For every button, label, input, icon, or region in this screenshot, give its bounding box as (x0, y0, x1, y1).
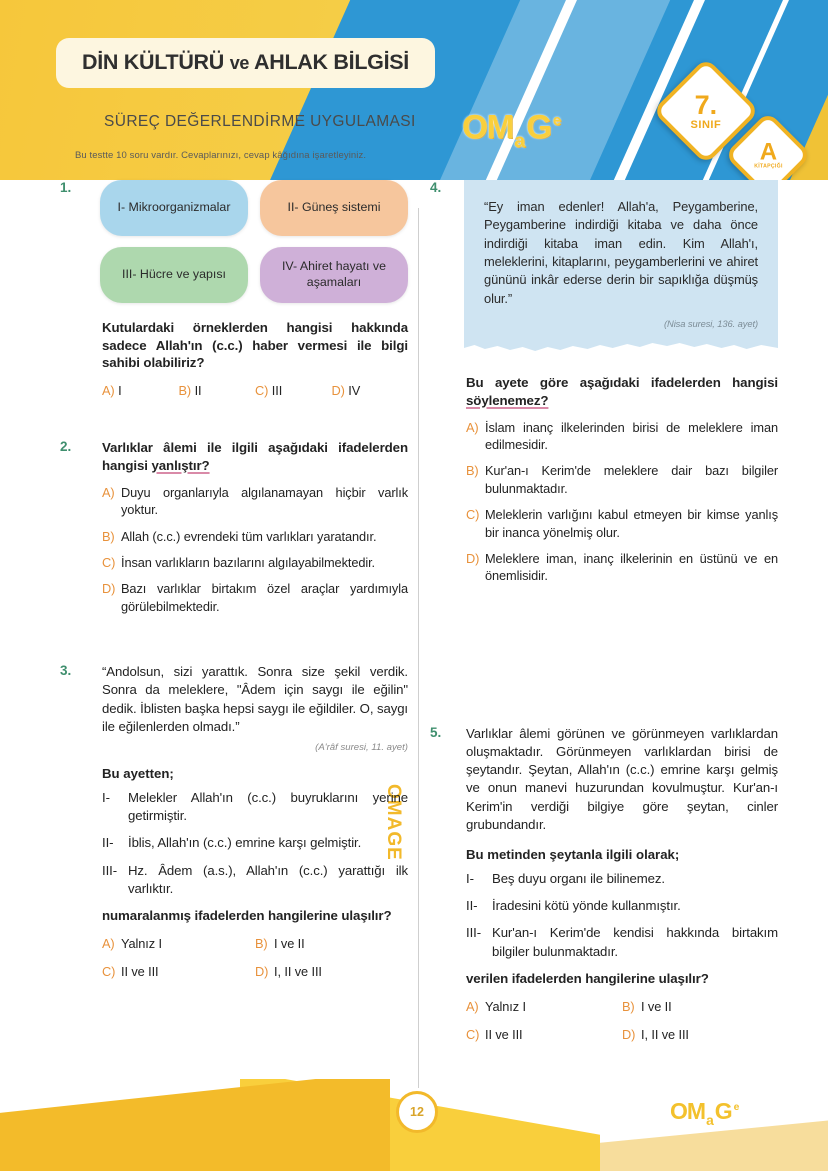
exam-subtitle: SÜREÇ DEĞERLENDİRME UYGULAMASI (104, 113, 416, 130)
question-4-verse-citation: (Nisa suresi, 136. ayet) (664, 317, 758, 329)
omage-watermark: OMAGE (383, 784, 404, 861)
option-letter: B) (178, 383, 192, 399)
option-text: İslam inanç ilkelerinden birisi de meleklere iman edilmesidir. (485, 419, 778, 452)
question-4-option-d[interactable] (466, 550, 778, 585)
question-1-box-group (100, 180, 408, 303)
option-text: I ve II (274, 935, 305, 951)
logo-g-text: G (714, 1098, 733, 1124)
question-5 (430, 725, 778, 1044)
list-item (102, 834, 408, 852)
question-2-stem-negative: yanlıştır? (151, 458, 210, 474)
option-letter: C) (466, 1026, 480, 1042)
question-1 (60, 180, 408, 399)
question-4-options (466, 419, 778, 585)
question-5-option-a[interactable] (466, 998, 622, 1015)
footer-shape-dark (0, 1079, 390, 1171)
question-3 (60, 663, 408, 980)
question-1-stem: Kutulardaki örneklerden hangisi hakkında sadece Allah'ın (c.c.) haber vermesi ile bilgi sahibi olabiliriz? (102, 320, 408, 371)
option-letter: A) (466, 419, 479, 435)
left-column (60, 180, 408, 1003)
question-5-item-list (466, 870, 778, 961)
question-1-options (102, 382, 408, 399)
question-2-option-a[interactable] (102, 484, 408, 519)
item-text: Hz. Âdem (a.s.), Allah'ın (c.c.) yarattığı ilk varlıktır. (128, 862, 408, 896)
question-5-option-c[interactable] (466, 1026, 622, 1043)
booklet-label: KİTAPÇIĞI (753, 163, 783, 170)
item-text: Melekler Allah'ın (c.c.) buyruklarını yerine getirmiştir. (128, 789, 408, 824)
subject-title-main: DİN KÜLTÜRÜ (82, 50, 225, 74)
subject-title-box (56, 38, 435, 88)
question-4-number: 4. (430, 180, 442, 195)
page-header (0, 0, 828, 180)
option-letter: A) (102, 935, 115, 951)
list-item (102, 789, 408, 825)
question-5-option-d[interactable] (622, 1026, 778, 1043)
option-letter: D) (331, 383, 345, 399)
question-2-option-b[interactable] (102, 528, 408, 545)
item-text: İblis, Allah'ın (c.c.) emrine karşı gelmiştir. (128, 835, 362, 851)
option-letter: D) (255, 964, 269, 980)
item-number: II- (466, 898, 478, 914)
option-letter: B) (622, 998, 635, 1014)
question-4-stem-negative: söylenemez? (466, 392, 549, 408)
question-5-number: 5. (430, 724, 442, 740)
option-text: I (118, 383, 122, 399)
option-letter: C) (255, 383, 269, 399)
question-3-option-a[interactable] (102, 935, 255, 952)
question-5-lead: Bu metinden şeytanla ilgili olarak; (466, 847, 680, 862)
question-2-options (102, 484, 408, 615)
question-2-stem (102, 439, 408, 474)
concept-box-3: III- Hücre ve yapısı (100, 247, 248, 303)
question-1-option-c[interactable] (255, 382, 332, 399)
logo-e-text: e (552, 113, 562, 130)
question-3-option-b[interactable] (255, 935, 408, 952)
item-number: I- (102, 789, 110, 805)
question-3-item-list (102, 789, 408, 898)
question-4-verse-text: “Ey iman edenler! Allah'a, Peygamberine, Peygamberine indirdiği kitaba ve daha önce indirdiği kitaba iman edin. Kim Allah'ı, meleklerini, kitaplarını, peygamberlerini ve ahiret gününü inkâr ederse derin bir sapıklığa düşmüş olur.” (484, 199, 758, 306)
list-item (466, 870, 778, 888)
concept-box-1: I- Mikroorganizmalar (100, 180, 248, 236)
question-4-option-a[interactable] (466, 419, 778, 454)
item-text: Kur'an-ı Kerim'de kendisi hakkında birtakım bilgiler bulunmaktadır. (492, 925, 778, 959)
page-number-badge: 12 (396, 1091, 438, 1133)
question-3-option-d[interactable] (255, 963, 408, 980)
question-4-verse-text-block (464, 180, 778, 356)
question-4 (430, 180, 778, 585)
option-text: II (194, 383, 202, 399)
question-5-options (466, 998, 778, 1044)
question-4-verse-card (464, 180, 778, 356)
option-text: II ve III (121, 964, 159, 980)
question-3-option-c[interactable] (102, 963, 255, 980)
option-text: Meleklere iman, inanç ilkelerinin en üstünü ve en önemlisidir. (485, 550, 778, 584)
right-column (430, 180, 778, 1065)
question-5-passage: Varlıklar âlemi görünen ve görünmeyen varlıklardan oluşmaktadır. Görünmeyen varlıklardan birisi de şeytandır. Şeytan, Allah'ın (c.c.) emrine karşı gelmiş ve onun manevi huzurundan kovulmuştur. Kur'an-ı Kerim'in verdiği bilgiye göre şeytan, cinler grubundandır. (466, 725, 778, 832)
option-letter: D) (102, 581, 116, 597)
grade-number: 7. (694, 89, 718, 120)
grade-label: SINIF (690, 118, 722, 131)
question-3-number: 3. (60, 663, 72, 679)
option-letter: B) (466, 463, 479, 479)
question-5-option-b[interactable] (622, 998, 778, 1015)
question-3-lead: Bu ayetten; (102, 765, 174, 781)
booklet-letter: A (759, 138, 777, 166)
option-letter: A) (102, 383, 115, 399)
option-text: I ve II (641, 998, 672, 1014)
question-1-option-d[interactable] (332, 382, 409, 399)
question-2-option-c[interactable] (102, 554, 408, 571)
question-4-stem (466, 374, 778, 409)
option-text: I, II ve III (274, 964, 322, 980)
question-5-stem: verilen ifadelerden hangilerine ulaşılır? (466, 970, 709, 986)
option-text: Kur'an-ı Kerim'de meleklere dair bazı bilgiler bulunmaktadır. (485, 463, 778, 496)
question-1-option-b[interactable] (179, 382, 256, 399)
question-3-citation: (A'râf suresi, 11. ayet) (315, 741, 408, 753)
question-2-stem-text: Varlıklar âlemi ile ilgili aşağıdaki ifadelerden hangisi (102, 440, 408, 474)
option-letter: B) (255, 935, 268, 951)
item-number: III- (102, 862, 117, 878)
question-4-option-b[interactable] (466, 462, 778, 497)
option-text: İnsan varlıkların bazılarını algılayabilmektedir. (121, 554, 376, 570)
option-text: I, II ve III (641, 1026, 689, 1042)
option-letter: B) (102, 528, 115, 544)
logo-om-text: OM (670, 1098, 706, 1124)
question-1-number: 1. (60, 180, 72, 195)
option-letter: D) (466, 550, 480, 566)
list-item (102, 862, 408, 898)
option-text: Allah (c.c.) evrendeki tüm varlıkları yaratandır. (121, 528, 377, 544)
question-2 (60, 439, 408, 615)
subject-title-conjunction: ve (229, 53, 250, 73)
question-4-stem-text: Bu ayete göre aşağıdaki ifadelerden hangisi (466, 375, 778, 391)
option-text: IV (348, 383, 361, 399)
item-text: Beş duyu organı ile bilinemez. (492, 871, 665, 886)
column-divider (418, 208, 419, 1088)
option-text: Duyu organlarıyla algılanamayan hiçbir varlık yoktur. (121, 484, 408, 518)
concept-box-4: IV- Ahiret hayatı ve aşamaları (260, 247, 408, 303)
option-letter: C) (102, 964, 116, 980)
option-text: II ve III (485, 1026, 523, 1042)
option-letter: C) (466, 507, 480, 523)
item-number: I- (466, 871, 474, 886)
option-text: Bazı varlıklar birtakım özel araçlar yardımıyla görülebilmektedir. (121, 581, 408, 614)
list-item (466, 897, 778, 915)
option-text: III (271, 383, 283, 399)
item-number: III- (466, 925, 481, 941)
question-2-option-d[interactable] (102, 580, 408, 615)
option-letter: C) (102, 554, 116, 570)
option-text: Yalnız I (121, 935, 162, 951)
logo-e-text: e (733, 1102, 740, 1114)
logo-a-text: a (706, 1113, 714, 1129)
question-3-passage: “Andolsun, sizi yarattık. Sonra size şekil verdik. Sonra da meleklere, "Âdem için saygı ile eğilin" dedik. İblisten başka hepsi saygı ile eğildiler. O, saygı ile eğilenlerden olmadı.” (102, 664, 408, 734)
omage-logo-header (462, 108, 561, 153)
subject-title-tail: AHLAK BİLGİSİ (254, 50, 409, 74)
question-2-number: 2. (60, 439, 72, 455)
list-item (466, 924, 778, 960)
question-4-option-c[interactable] (466, 506, 778, 541)
option-letter: A) (102, 484, 115, 500)
torn-paper-edge-icon (464, 341, 778, 357)
exam-instruction: Bu testte 10 soru vardır. Cevaplarınızı, cevap kâğıdına işaretleyiniz. (75, 150, 367, 161)
logo-a-text: a (514, 129, 526, 152)
logo-om-text: OM (462, 108, 514, 145)
concept-box-2: II- Güneş sistemi (260, 180, 408, 236)
option-text: Meleklerin varlığını kabul etmeyen bir kimse yanlış bir inanca yönelmiş olur. (485, 507, 778, 540)
question-3-stem: numaralanmış ifadelerden hangilerine ulaşılır? (102, 908, 392, 924)
item-number: II- (102, 835, 114, 851)
logo-g-text: G (526, 108, 552, 145)
option-letter: D) (622, 1026, 636, 1042)
questions-area (0, 180, 828, 1080)
question-1-option-a[interactable] (102, 382, 179, 399)
option-letter: A) (466, 998, 479, 1014)
omage-logo-footer (670, 1098, 739, 1128)
question-3-options (102, 935, 408, 981)
item-text: İradesini kötü yönde kullanmıştır. (492, 898, 681, 914)
option-text: Yalnız I (485, 998, 526, 1014)
